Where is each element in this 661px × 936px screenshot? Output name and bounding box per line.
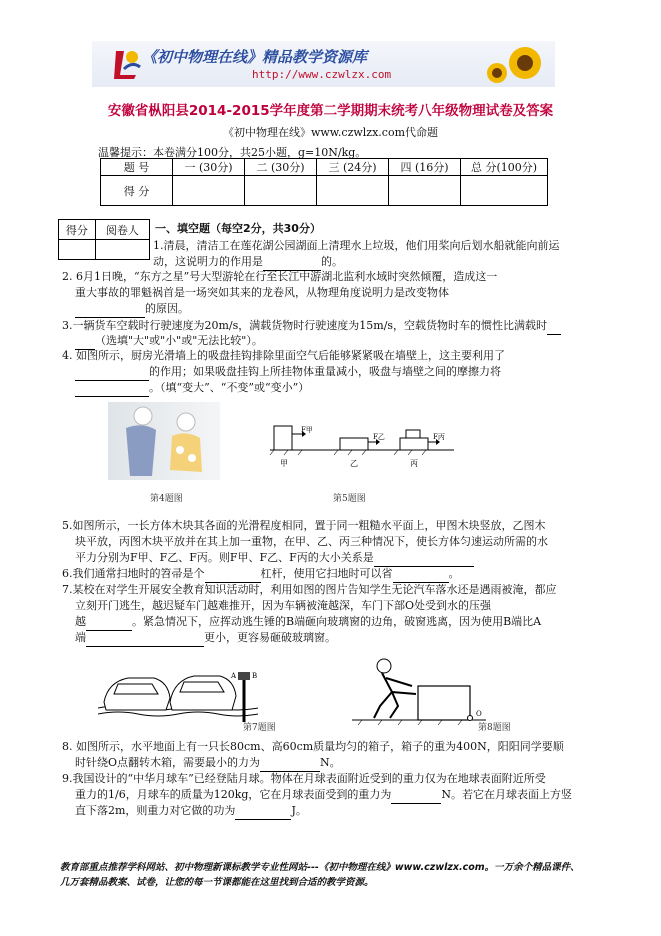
question-4-line-2: 的作用；如果吸盘挂钩上所挂物体重量减小，吸盘与墙壁之间的摩擦力将 (75, 364, 501, 381)
score-table-score-row (101, 176, 548, 206)
grader-table (58, 219, 150, 260)
score-input-cell[interactable] (317, 176, 389, 206)
answer-blank[interactable] (75, 301, 145, 318)
banner-url[interactable]: http://www.czwlzx.com (252, 68, 392, 81)
footer-line-2: 几万套精品教案、试卷，让您的每一节课都能在这里找到合适的教学资源。 (60, 877, 374, 888)
question-7-line-3: 越 。紧急情况下，应挥动逃生锤的B端砸向玻璃窗的边角，破窗逃离，因为使用B端比A (75, 614, 541, 631)
score-cell: 总 分(100分) (461, 159, 548, 176)
score-input-cell[interactable] (389, 176, 461, 206)
suction-hook-icon (108, 402, 220, 480)
banner-title: 《初中物理在线》精品教学资源库 (142, 48, 368, 66)
force-label: F丙 (433, 433, 445, 441)
figure-label: B (252, 672, 258, 680)
question-4-line-3: 。（填“变大”、“不变”或“变小”） (75, 380, 309, 397)
score-input-cell[interactable] (245, 176, 317, 206)
answer-blank[interactable] (86, 630, 204, 647)
question-9-line-1: 9.我国设计的“中华月球车”已经登陆月球。物体在月球表面附近受到的重力仅为在地球表面附近所受 (62, 772, 546, 785)
question-2-line-2: 重大事故的罪魁祸首是一场突如其来的龙卷风，从物理角度说明力是改变物体 (75, 286, 449, 299)
question-7-line-4: 端 更小，更容易砸破玻璃窗。 (75, 630, 336, 647)
force-label: F乙 (373, 433, 385, 441)
question-9-line-3: 直下落2m，则重力对它做的功为 J。 (75, 803, 307, 820)
score-cell: 一 (30分) (173, 159, 245, 176)
score-label: 得 分 (101, 176, 173, 206)
score-cell: 三 (24分) (317, 159, 389, 176)
sunflower-icon (487, 43, 547, 85)
grader-score-cell[interactable] (59, 240, 96, 260)
score-table-header-row (101, 159, 548, 176)
figure-5-diagram (268, 418, 456, 472)
grader-reviewer-cell[interactable] (95, 240, 149, 260)
question-5-line-1: 5.如图所示，一长方体木块其各面的光滑程度相同，置于同一粗糙水平面上，甲图木块竖放，乙图木 (62, 519, 546, 532)
score-cell: 二 (30分) (245, 159, 317, 176)
question-5-line-3: 平力分别为F甲、F乙、F丙。则F甲、F乙、F丙的大小关系是 (75, 550, 474, 567)
notice-text: 温馨提示：本卷满分100分，共25小题，g=10N/kg。 (98, 146, 367, 159)
answer-blank[interactable] (205, 566, 261, 583)
question-3-line-1: 3.一辆货车空载时行驶速度为20m/s，满载货物时行驶速度为15m/s，空载货物时车的惯性比满载时 (62, 318, 561, 335)
footer-line-1: 教育部重点推荐学科网站、初中物理新课标教学专业性网站---《初中物理在线》www.czwlzx.com。一万余个精品课件、 (60, 862, 580, 873)
answer-blank[interactable] (260, 755, 320, 772)
question-7-line-2: 立刻开门逃生，越迟疑车门越难推开，因为车辆被淹越深，车门下部O处受到水的压强 (75, 599, 492, 612)
answer-blank[interactable] (393, 566, 449, 583)
header-banner (92, 41, 555, 87)
figure-4-photo (108, 402, 220, 480)
answer-blank[interactable] (547, 318, 561, 335)
figure-8-caption: 第8题图 (478, 723, 511, 733)
grader-score-label: 得分 (59, 220, 96, 240)
question-3-line-2: （选填"大"或"小"或"无法比较"）。 (75, 333, 263, 350)
figure-8-diagram (352, 656, 488, 726)
figure-label: O (476, 710, 482, 718)
score-input-cell[interactable] (173, 176, 245, 206)
answer-blank[interactable] (86, 614, 132, 631)
figure-label: 甲 (280, 459, 288, 468)
question-2-line-3: 的原因。 (75, 301, 189, 318)
source-line: 《初中物理在线》www.czwlzx.com代命题 (222, 126, 439, 139)
score-cell: 题 号 (101, 159, 173, 176)
figure-7-caption: 第7题图 (243, 723, 276, 733)
question-1-line-2: 动，这说明力的作用是 的。 (153, 254, 343, 271)
answer-blank[interactable] (235, 803, 291, 820)
question-1-line-1: 1.清晨，清洁工在莲花湖公园湖面上清理水上垃圾，他们用桨向后划水船就能向前运 (153, 239, 560, 252)
score-table (100, 158, 548, 206)
answer-blank[interactable] (391, 787, 441, 804)
question-9-line-2: 重力的1/6，月球车的质量为120kg，它在月球表面受到的重力为 N。若它在月球表面上方竖 (75, 787, 572, 804)
figure-4-caption: 第4题图 (150, 494, 183, 504)
score-cell: 四 (16分) (389, 159, 461, 176)
figure-7-diagram (98, 662, 264, 732)
figure-label: 乙 (350, 459, 358, 468)
section-title: 一、填空题（每空2分，共30分） (155, 222, 321, 235)
question-8-line-2: 时针绕O点翻转木箱，需要最小的力为 N。 (75, 755, 341, 772)
page-title: 安徽省枞阳县2014-2015学年度第二学期期末统考八年级物理试卷及答案 (107, 103, 554, 119)
page-footer (60, 860, 620, 890)
question-2-line-1: 2. 6月1日晚，“东方之星”号大型游轮在行至长江中游湖北监利水域时突然倾覆，造成这一 (62, 270, 498, 283)
question-6-line-1: 6.我们通常扫地时的笤帚是个 杠杆，使用它扫地时可以省 。 (62, 566, 460, 583)
figure-label: A (231, 672, 237, 680)
answer-blank[interactable] (75, 364, 149, 381)
question-8-line-1: 8. 如图所示，水平地面上有一只长80cm、高60cm质量均匀的箱子，箱子的重为400N，阳阳同学要顺 (62, 740, 564, 753)
question-4-line-1: 4. 如图所示，厨房光滑墙上的吸盘挂钩排除里面空气后能够紧紧吸在墙壁上，这主要利用了 (62, 349, 505, 362)
figure-5-caption: 第5题图 (333, 494, 366, 504)
figure-label: 丙 (410, 459, 418, 468)
force-label: F甲 (301, 426, 313, 434)
answer-blank[interactable] (374, 550, 474, 567)
site-logo-icon (110, 47, 142, 81)
answer-blank[interactable] (75, 380, 149, 397)
question-5-line-2: 块平放，丙图木块平放并在其上加一重物，在甲、乙、丙三种情况下，使长方体匀速运动所需的水 (75, 535, 548, 548)
grader-reviewer-label: 阅卷人 (95, 220, 149, 240)
score-input-cell[interactable] (461, 176, 548, 206)
question-7-line-1: 7.某校在对学生开展安全教育知识活动时，利用如图的图片告知学生无论汽车落水还是遇雨被淹，都应 (62, 583, 557, 596)
